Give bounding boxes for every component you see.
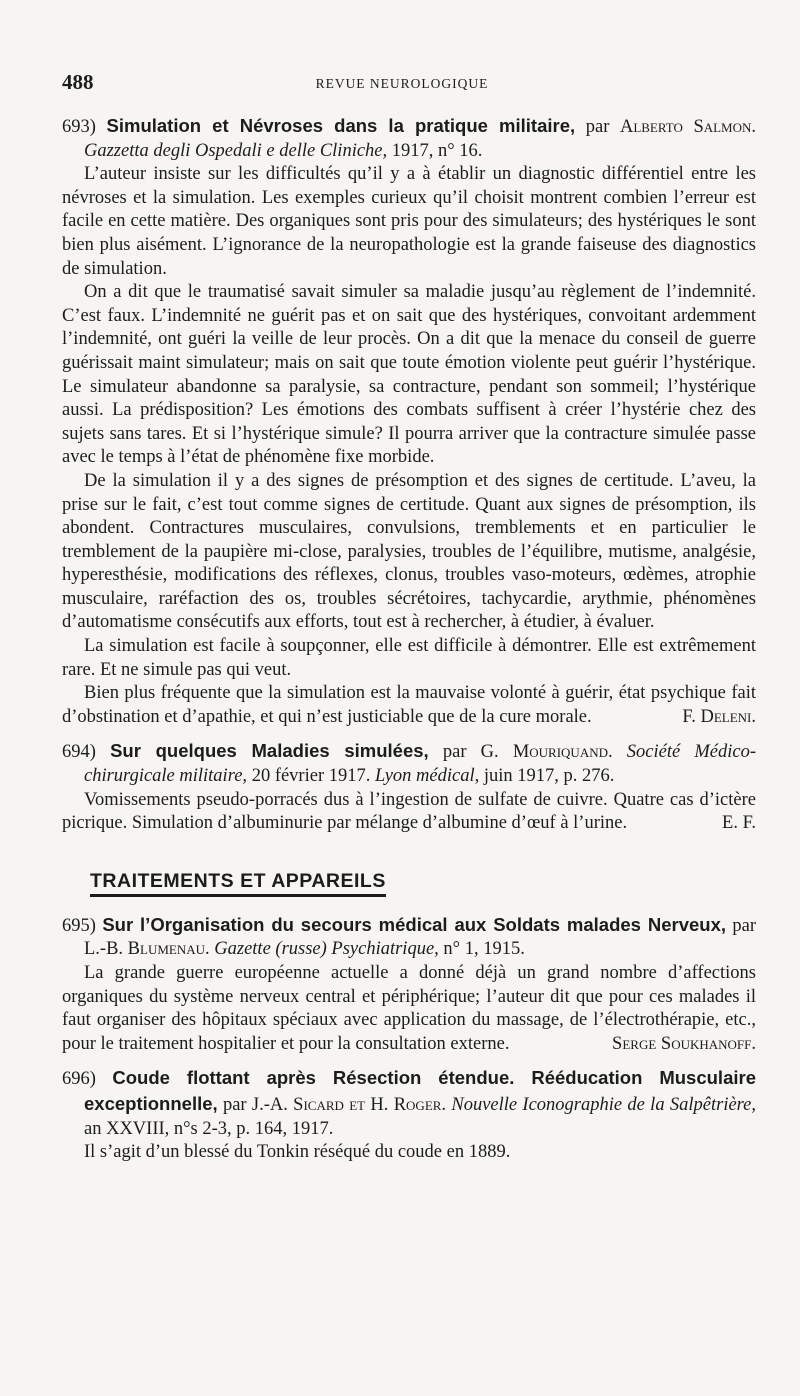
entry-source-detail: 1917, n° 16. — [391, 140, 483, 161]
page-content — [62, 114, 756, 1165]
entry-number: 693) — [62, 117, 96, 137]
entry-number: 696) — [62, 1069, 96, 1090]
entry-title: Sur l’Organisation du secours médical aux Soldats malades Nerveux, — [102, 913, 727, 935]
by-word: par — [585, 117, 610, 137]
entry-author: J.-A. Sicard et H. Roger. — [251, 1094, 447, 1115]
paragraph: L’auteur insiste sur les difficultés qu’il y a à établir un diagnostic différentiel entre les névroses et la simulation. Les exemples curieux qu’il choisit montrent combien l’erreur est facile en cette matière. Des organiques sont pris pour des simulateurs; des hystériques le sont bien plus aisément. L’ignorance de la neuropathologie est la grande faiseuse des diagnostics de simulation. — [62, 164, 756, 279]
reviewer-signature: E. F. — [722, 813, 756, 834]
paragraph: De la simulation il y a des signes de présomption et des signes de certitude. L’aveu, la prise sur le fait, c’est tout comme signes de certitude. Quant aux signes de présomption, ils abondent. Contractures musculaires, convulsions, tremblements et en particulier le tremblement de la paupière mi-close, paralysies, troubles de l’équilibre, mutisme, analgésie, hyperesthésie, modifications des réflexes, clonus, troubles vaso-moteurs, œdèmes, atrophie musculaire, raréfaction des os, troubles sécrétoires, tachycardie, arythmie, phénomènes d’automatisme consécutifs aux efforts, tout est à rechercher, à étudier, à évaluer. — [62, 470, 756, 633]
entry-source: Société Médico-chirurgicale militaire, — [84, 742, 756, 787]
entry-author: Alberto Salmon. — [619, 117, 757, 137]
entry-heading — [62, 739, 756, 788]
entry-title: Simulation et Névroses dans la pratique militaire, — [106, 115, 576, 136]
by-word: par — [732, 915, 757, 936]
entry-author: L.-B. Blumenau. — [84, 939, 210, 960]
entry-source-2-detail: juin 1917, p. 276. — [483, 766, 615, 787]
abstract-entry-694 — [62, 739, 756, 835]
entry-heading — [62, 913, 756, 962]
abstract-entry-693 — [62, 114, 756, 729]
paragraph: On a dit que le traumatisé savait simuler sa maladie jusqu’au règlement de l’indemnité. C’est faux. L’indemnité ne guérit pas et on sait que des hystériques, convoitant ardemment l’indemnité, ont guéri la veille de leur procès. On a dit que la menace du conseil de guerre guérissait maint simulateur; mais on sait que toute émotion violente peut guérir l’hystérique. Le simulateur abandonne sa paralysie, sa contracture, pendant son sommeil; l’hystérique aussi. La prédisposition? Les émotions des combats suffisent à créer l’hystérie chez des sujets sans tares. Et si l’hystérique simule? Il pourra arriver que la contracture simulée passe avec le temps à l’état de phénomène fixe morbide. — [62, 282, 756, 468]
by-word: par — [222, 1094, 247, 1115]
abstract-entry-695 — [62, 913, 756, 1057]
paragraph — [62, 682, 756, 729]
paragraph-text: La grande guerre européenne actuelle a donné déjà un grand nombre d’affections organiques du système nerveux central et périphérique; l’auteur dit que pour ces malades il faut organiser des hôpitaux spéciaux avec application du massage, de l’électrothérapie, etc., pour le traitement hospitalier et pour la consultation externe. — [62, 963, 756, 1054]
running-title: REVUE NEUROLOGIQUE — [315, 76, 489, 91]
paragraph: Il s’agit d’un blessé du Tonkin réséqué du coude en 1889. — [84, 1142, 511, 1163]
entry-source-detail: n° 1, 1915. — [443, 939, 525, 960]
page-number: 488 — [62, 70, 94, 94]
page-header — [62, 70, 742, 96]
entry-title: Coude flottant après Résection étendue. Rééducation Musculaire exceptionnelle, — [84, 1067, 756, 1114]
reviewer-signature: F. Deleni. — [682, 706, 756, 727]
entry-source-2: Lyon médical, — [374, 766, 480, 787]
entry-author: G. Mouriquand. — [480, 742, 613, 763]
paragraph — [62, 789, 756, 836]
entry-source-detail: 20 février 1917. — [251, 766, 371, 787]
entry-heading — [62, 1066, 756, 1141]
paragraph-text: Vomissements pseudo-porracés dus à l’ingestion de sulfate de cuivre. Quatre cas d’ictère picrique. Simulation d’albuminurie par mélange d’albumine d’œuf à l’urine. — [62, 789, 756, 834]
paragraph-text: Bien plus fréquente que la simulation est la mauvaise volonté à guérir, état psychique fait d’obstination et d’apathie, et qui n’est justiciable que de la cure morale. — [62, 683, 756, 727]
abstract-entry-696 — [62, 1066, 756, 1164]
paragraph: La simulation est facile à soupçonner, elle est difficile à démontrer. Elle est extrêmement rare. Et ne simule pas qui veut. — [62, 636, 756, 680]
reviewer-signature: Serge Soukhanoff. — [612, 1033, 756, 1054]
entry-source: Gazette (russe) Psychiatrique, — [214, 939, 439, 960]
paragraph — [62, 962, 756, 1056]
entry-source-detail: an XXVIII, n°s 2-3, p. 164, 1917. — [84, 1118, 334, 1139]
section-heading: TRAITEMENTS ET APPAREILS — [90, 870, 386, 897]
by-word: par — [442, 742, 467, 763]
entry-title: Sur quelques Maladies simulées, — [110, 740, 429, 762]
entry-source: Gazzetta degli Ospedali e delle Cliniche, — [84, 140, 388, 161]
entry-heading — [62, 114, 756, 163]
entry-number: 695) — [62, 915, 96, 936]
entry-source: Nouvelle Iconographie de la Salpêtrière, — [451, 1094, 757, 1115]
entry-number: 694) — [62, 742, 96, 763]
